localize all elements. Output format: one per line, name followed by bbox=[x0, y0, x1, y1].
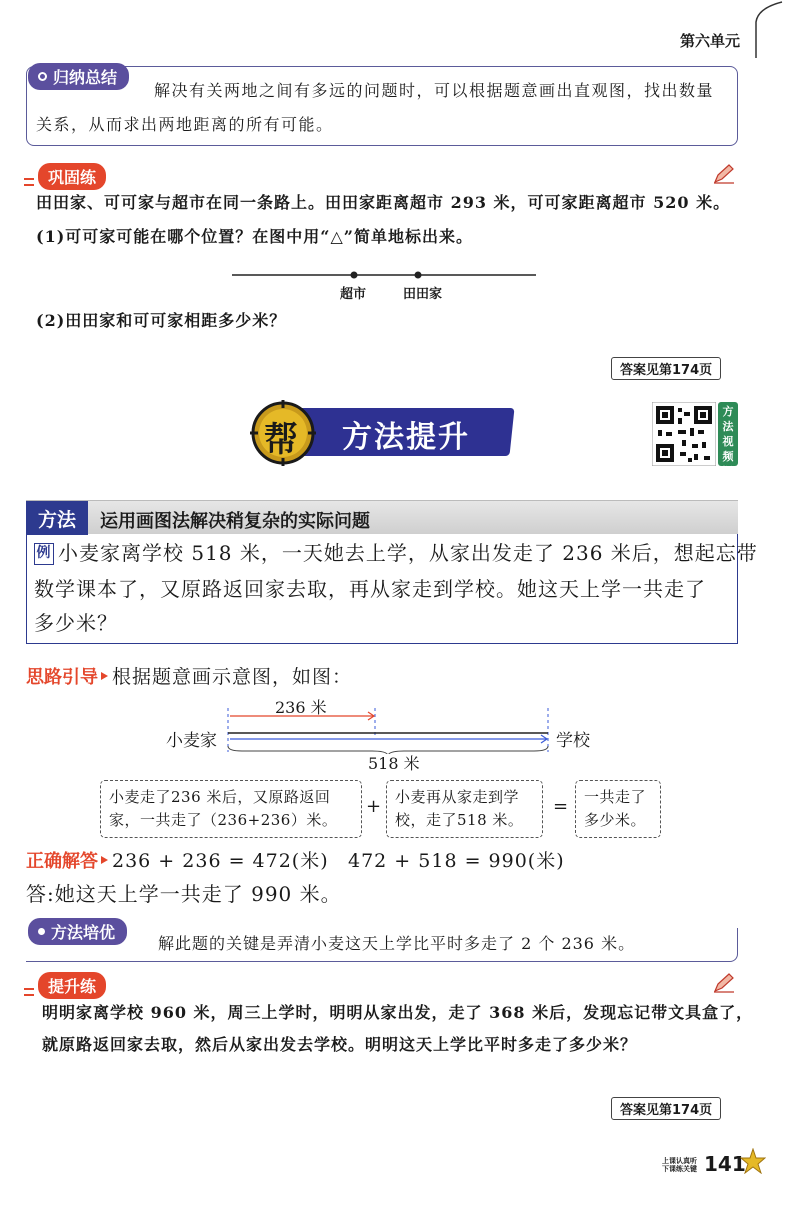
example-line1 bbox=[34, 538, 758, 568]
explain-box-1 bbox=[100, 780, 362, 838]
summary-line2: 关系，从而求出两地距离的所有可能。 bbox=[36, 115, 334, 134]
explain-box-2 bbox=[386, 780, 543, 838]
route-diagram bbox=[222, 706, 556, 754]
consolidate-q2: (2)田田家和可可家相距多少米？ bbox=[36, 311, 287, 330]
solution-answer: 答:她这天上学一共走了 990 米。 bbox=[26, 882, 342, 906]
summary-line1: 解决有关两地之间有多远的问题时，可以根据题意画出直观图，找出数量 bbox=[154, 81, 715, 100]
advanced-tag: 提升练 bbox=[38, 972, 106, 999]
diagram-top-label: 236 米 bbox=[275, 698, 327, 717]
solution-eq2: 472 + 518 = 990(米) bbox=[348, 850, 565, 872]
label-supermarket: 超市 bbox=[340, 287, 367, 302]
footer-slogan bbox=[662, 1157, 697, 1173]
bars-icon bbox=[24, 176, 36, 190]
label-tiantian: 田田家 bbox=[403, 287, 443, 302]
solution-row bbox=[26, 846, 329, 873]
consolidate-q1: (1)可可家可能在哪个位置？在图中用“△”简单地标出来。 bbox=[36, 227, 473, 246]
summary-tag bbox=[28, 63, 129, 90]
unit-title: 第六单元 bbox=[680, 32, 741, 50]
tip-tag-label: 方法培优 bbox=[51, 923, 116, 942]
example-line2: 数学课本了，又原路返回家去取，再从家走到学校。她这天上学一共走了 bbox=[34, 577, 706, 601]
advanced-answer-ref[interactable]: 答案见第174页 bbox=[611, 1097, 721, 1120]
triangle-right-icon bbox=[100, 670, 110, 682]
footer-slogan-line2: 下课练关键 bbox=[662, 1165, 697, 1173]
tiantian-point bbox=[415, 272, 422, 279]
solution-label: 正确解答 bbox=[26, 850, 98, 872]
dot-icon bbox=[38, 928, 45, 935]
example-line3: 多少米？ bbox=[34, 611, 118, 635]
supermarket-point bbox=[351, 272, 358, 279]
qr-code-icon[interactable] bbox=[652, 402, 716, 466]
explain-box-1-line2: 家，一共走了（236+236）米。 bbox=[109, 811, 338, 829]
diagram-bottom-label: 518 米 bbox=[368, 754, 420, 773]
advanced-line1: 明明家离学校 960 米，周三上学时，明明从家出发，走了 368 米后，发现忘记带文具盒了， bbox=[42, 1003, 754, 1022]
explain-box-2-line2: 校，走了518 米。 bbox=[395, 811, 524, 829]
method-banner bbox=[250, 400, 512, 466]
explain-box-3 bbox=[575, 780, 661, 838]
circle-icon bbox=[38, 72, 47, 81]
method-header bbox=[26, 500, 738, 534]
example-mark: 例 bbox=[34, 543, 54, 565]
consolidate-line1: 田田家、可可家与超市在同一条路上。田田家距离超市 293 米，可可家距离超市 520 米。 bbox=[36, 193, 731, 212]
explain-box-1-line1: 小麦走了236 米后，又原路返回 bbox=[109, 788, 331, 806]
solution-eq1: 236 + 236 = 472(米) bbox=[112, 850, 329, 872]
consolidate-tag: 巩固练 bbox=[38, 163, 106, 190]
method-title: 运用画图法解决稍复杂的实际问题 bbox=[100, 511, 370, 532]
star-icon bbox=[740, 1148, 766, 1174]
equals-sign: = bbox=[553, 796, 569, 817]
guide-label: 思路引导 bbox=[26, 666, 98, 688]
triangle-right-icon bbox=[100, 854, 110, 866]
explain-box-2-line1: 小麦再从家走到学 bbox=[395, 788, 520, 806]
diagram-right-label: 学校 bbox=[556, 731, 590, 751]
page-corner-decoration bbox=[752, 0, 800, 60]
plus-sign: + bbox=[366, 796, 382, 817]
summary-tag-label: 归纳总结 bbox=[53, 68, 118, 87]
guide-text: 根据题意画示意图，如图： bbox=[112, 666, 353, 688]
diagram-left-label: 小麦家 bbox=[166, 731, 217, 751]
pencil-icon bbox=[712, 972, 736, 994]
tip-text: 解此题的关键是弄清小麦这天上学比平时多走了 2 个 236 米。 bbox=[158, 934, 636, 953]
banner-badge-text: 帮 bbox=[264, 420, 298, 460]
explain-box-3-line2: 多少米。 bbox=[584, 811, 647, 829]
guide-row bbox=[26, 662, 352, 689]
banner-title: 方法提升 bbox=[342, 420, 470, 455]
advanced-line2: 就原路返回家去取，然后从家出发去学校。明明这天上学比平时多走了多少米？ bbox=[42, 1035, 638, 1054]
tip-tag bbox=[28, 918, 127, 945]
qr-label: 方法视频课 bbox=[718, 402, 738, 466]
pencil-icon bbox=[712, 163, 736, 185]
bars-icon bbox=[24, 986, 36, 1000]
consolidate-answer-ref[interactable]: 答案见第174页 bbox=[611, 357, 721, 380]
method-tag: 方法 bbox=[26, 501, 88, 535]
explain-box-3-line1: 一共走了 bbox=[584, 788, 647, 806]
road-diagram bbox=[230, 264, 540, 284]
example-line1-text: 小麦家离学校 518 米，一天她去上学，从家出发走了 236 米后，想起忘带 bbox=[58, 541, 758, 565]
page-number: 141 bbox=[704, 1152, 746, 1176]
footer-slogan-line1: 上课认真听 bbox=[662, 1157, 697, 1165]
